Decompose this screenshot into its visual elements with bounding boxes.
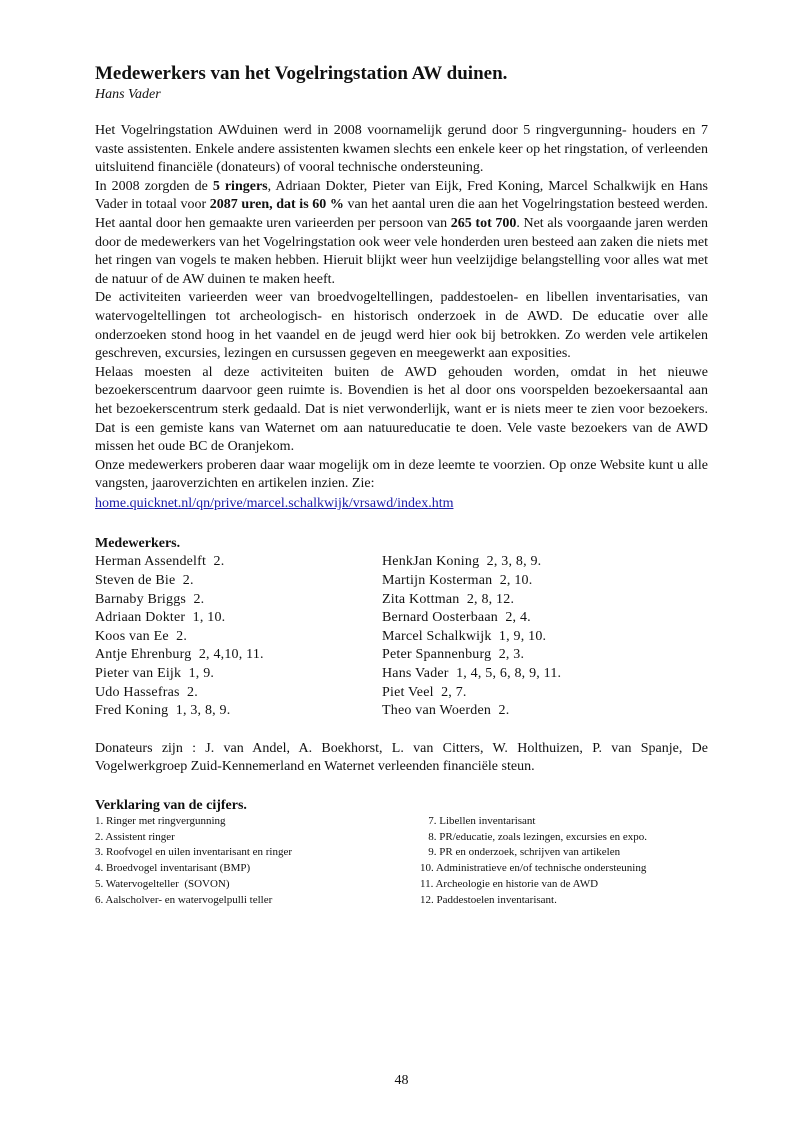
staff-entry: Hans Vader 1, 4, 5, 6, 8, 9, 11.	[382, 666, 562, 682]
visitor-centre-paragraph: Helaas moesten al deze activiteiten buiten de AWD gehouden worden, omdat in het nieuwe bezoekerscentrum daarvoor geen ruimte is. Bovendien is het al door ons voorspelden bezoekersaantal aan het bezoekerscentrum sterk gedaald. Dat is niet verwonderlijk, want er is niets meer te zien voor bezoekers. Dat is een gemiste kans van Waternet om aan natuureducatie te doen. Vele vaste bezoekers van de AWD missen het oude BC de Oranjekom.	[95, 364, 708, 455]
page-number: 48	[394, 1073, 409, 1088]
legend-column-left	[95, 814, 420, 908]
staff-entry: Herman Assendelft 2.	[95, 554, 225, 570]
legend-entry: 8. PR/educatie, zoals lezingen, excursies en expo.	[420, 830, 647, 843]
legend-entry: 11. Archeologie en historie van de AWD	[420, 877, 599, 890]
staff-list	[95, 553, 708, 720]
donors-paragraph: Donateurs zijn : J. van Andel, A. Boekhorst, L. van Citters, W. Holthuizen, P. van Spanje, De Vogelwerkgroep Zuid-Kennemerland en Waternet verleenden financiële steun.	[95, 740, 708, 775]
staff-entry: Bernard Oosterbaan 2, 4.	[382, 610, 531, 626]
legend-entry: 10. Administratieve en/of technische ondersteuning	[420, 862, 647, 875]
legend-entry: 7. Libellen inventarisant	[420, 815, 536, 827]
staff-entry: Piet Veel 2, 7.	[382, 684, 467, 700]
intro-paragraph: Het Vogelringstation AWduinen werd in 2008 voornamelijk gerund door 5 ringvergunning- houders en 7 vaste assistenten. Enkele andere assistenten kwamen slechts een enkele keer op het ringstation, of verleenden uitsluitend financiële (donateurs) of vooral technische ondersteuning.	[95, 123, 708, 176]
staff-entry: Peter Spannenburg 2, 3.	[382, 647, 525, 663]
legend-entry: 4. Broedvogel inventarisant (BMP)	[95, 862, 251, 875]
activities-paragraph: De activiteiten varieerden weer van broedvogeltellingen, paddestoelen- en libellen inventarisaties, van watervogeltellingen tot archeologisch- en historisch onderzoek in de AWD. De educatie over alle onderzoeken stond hoog in het vaandel en de jeugd werd hier ook bij betrokken. Zo werden vele artikelen geschreven, excursies, lezingen en cursussen gegeven en meegewerkt aan exposities.	[95, 290, 708, 362]
website-link[interactable]: home.quicknet.nl/qn/prive/marcel.schalkwijk/vrsawd/index.htm	[95, 495, 454, 511]
legend-entry: 5. Watervogelteller (SOVON)	[95, 877, 230, 890]
staff-entry: Pieter van Eijk 1, 9.	[95, 666, 215, 682]
article-title: Medewerkers van het Vogelringstation AW duinen.	[95, 63, 508, 84]
staff-entry: Marcel Schalkwijk 1, 9, 10.	[382, 628, 547, 644]
legend-list	[95, 814, 708, 908]
author-name: Hans Vader	[95, 87, 161, 102]
legend-entry: 1. Ringer met ringvergunning	[95, 815, 226, 827]
staff-entry: HenkJan Koning 2, 3, 8, 9.	[382, 554, 542, 570]
staff-entry: Antje Ehrenburg 2, 4,10, 11.	[95, 647, 264, 663]
legend-entry: 2. Assistent ringer	[95, 830, 175, 843]
staff-column-right	[382, 553, 708, 720]
staff-heading: Medewerkers.	[95, 536, 181, 552]
legend-entry: 9. PR en onderzoek, schrijven van artikelen	[420, 846, 621, 859]
staff-entry: Udo Hassefras 2.	[95, 684, 198, 700]
staff-entry: Barnaby Briggs 2.	[95, 591, 205, 607]
staff-entry: Adriaan Dokter 1, 10.	[95, 610, 226, 626]
legend-heading: Verklaring van de cijfers.	[95, 798, 247, 813]
legend-column-right	[420, 814, 708, 908]
staff-entry: Martijn Kosterman 2, 10.	[382, 573, 533, 589]
legend-entry: 3. Roofvogel en uilen inventarisant en ringer	[95, 846, 293, 859]
staff-entry: Theo van Woerden 2.	[382, 703, 510, 719]
staff-entry: Zita Kottman 2, 8, 12.	[382, 591, 515, 607]
staff-entry: Steven de Bie 2.	[95, 573, 194, 589]
staff-column-left	[95, 553, 382, 720]
legend-entry: 12. Paddestoelen inventarisant.	[420, 893, 557, 906]
staff-entry: Fred Koning 1, 3, 8, 9.	[95, 703, 231, 719]
website-paragraph: Onze medewerkers proberen daar waar mogelijk om in deze leemte te voorzien. Op onze Website kunt u alle vangsten, jaaroverzichten en artikelen inzien. Zie:	[95, 457, 708, 492]
staff-entry: Koos van Ee 2.	[95, 628, 188, 644]
legend-entry: 6. Aalscholver- en watervogelpulli teller	[95, 893, 273, 906]
ringers-paragraph: In 2008 zorgden de 5 ringers, Adriaan Dokter, Pieter van Eijk, Fred Koning, Marcel Schalkwijk en Hans Vader in totaal voor 2087 uren, dat is 60 % van het aantal uren die aan het Vogelringstation besteed werden. Het aantal door hen gemaakte uren varieerden per persoon van 265 tot 700. Net als voorgaande jaren werden door de medewerkers van het Vogelringstation ook weer vele honderden uren besteed aan zaken die niets met het ringen van vogels te maken hebben. Hieruit blijkt weer hun veelzijdige belangstelling voor alles wat met de natuur of de AW duinen te maken heeft.	[95, 178, 708, 287]
document-page	[95, 62, 708, 908]
